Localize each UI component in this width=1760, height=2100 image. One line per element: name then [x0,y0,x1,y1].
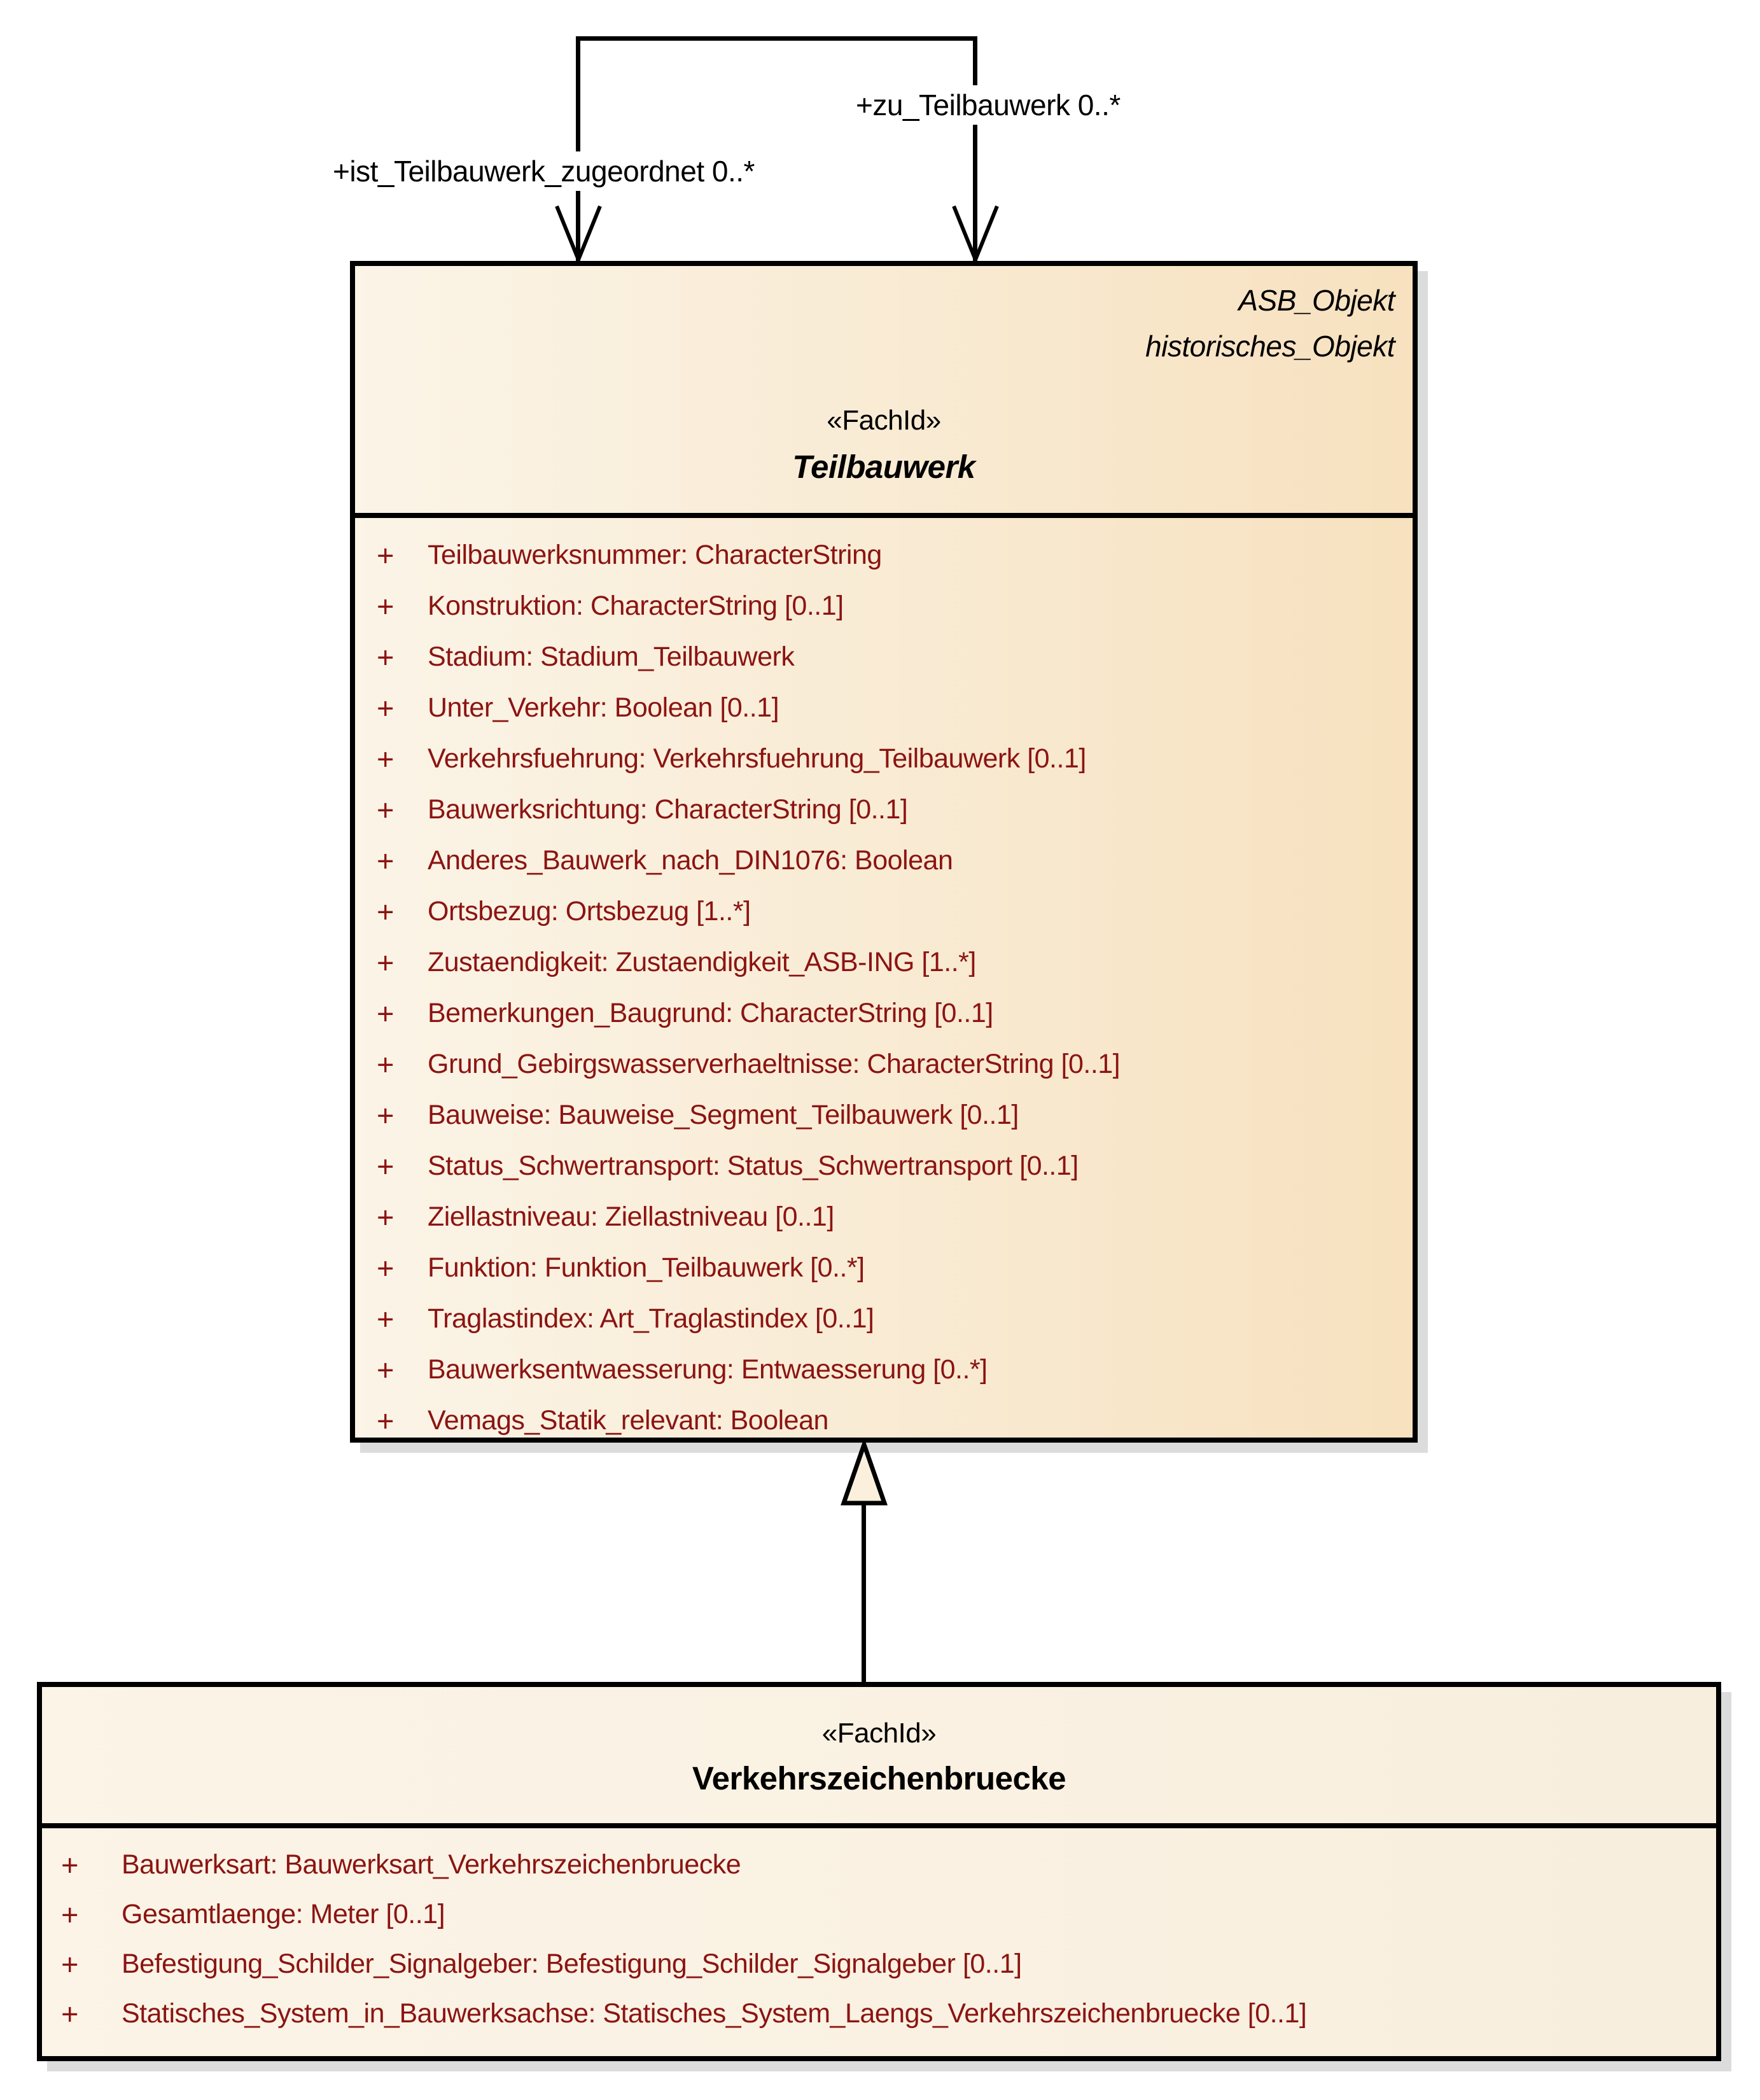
attribute-text: Teilbauwerksnummer: CharacterString [428,539,882,570]
attribute-row [355,937,1413,988]
attributes-compartment [355,529,1413,1446]
attribute-text: Grund_Gebirgswasserverhaeltnisse: CharacterString [0..1] [428,1048,1121,1079]
attribute-text: Traglastindex: Art_Traglastindex [0..1] [428,1303,874,1334]
association-role-label-ist-teilbauwerk-zugeordnet: +ist_Teilbauwerk_zugeordnet 0..* [328,151,760,191]
attribute-visibility: + [377,996,395,1030]
attribute-text: Befestigung_Schilder_Signalgeber: Befestigung_Schilder_Signalgeber [0..1] [122,1948,1022,1979]
attribute-visibility: + [377,894,395,928]
attribute-visibility: + [61,1947,79,1981]
attribute-visibility: + [377,1200,395,1234]
class-box-verkehrszeichenbruecke [37,1682,1721,2061]
attribute-text: Konstruktion: CharacterString [0..1] [428,590,844,621]
open-arrowhead-icon [554,204,603,262]
attribute-text: Bauweise: Bauweise_Segment_Teilbauwerk [0..1] [428,1099,1019,1130]
attribute-row [42,1939,1716,1989]
compartment-divider [355,513,1413,518]
attribute-row [355,784,1413,835]
attribute-row [355,529,1413,580]
attribute-text: Statisches_System_in_Bauwerksachse: Statisches_System_Laengs_Verkehrszeichenbruecke [0..1] [122,1998,1307,2029]
class-name-verkehrszeichenbruecke: Verkehrszeichenbruecke [692,1760,1066,1796]
attribute-text: Anderes_Bauwerk_nach_DIN1076: Boolean [428,844,953,876]
attribute-visibility: + [377,1403,395,1438]
attribute-text: Stadium: Stadium_Teilbauwerk [428,641,795,672]
attribute-text: Status_Schwertransport: Status_Schwertransport [0..1] [428,1150,1079,1181]
attribute-row [355,1039,1413,1089]
attribute-row [355,733,1413,784]
attribute-row [355,682,1413,733]
attribute-row [355,580,1413,631]
attribute-row [355,886,1413,937]
attribute-text: Bauwerksrichtung: CharacterString [0..1] [428,794,908,825]
attribute-row [355,1395,1413,1446]
compartment-divider [42,1823,1716,1828]
attribute-text: Ziellastniveau: Ziellastniveau [0..1] [428,1201,834,1232]
attribute-row [355,1140,1413,1191]
attribute-visibility: + [377,1352,395,1387]
attribute-visibility: + [377,640,395,674]
attribute-text: Zustaendigkeit: Zustaendigkeit_ASB-ING [1..*] [428,946,976,977]
class-stereotype: «FachId» [827,405,941,436]
attribute-visibility: + [377,538,395,572]
attribute-row [355,1242,1413,1293]
attribute-row [355,1191,1413,1242]
association-role-label-zu-teilbauwerk: +zu_Teilbauwerk 0..* [851,85,1126,125]
attribute-visibility: + [377,1149,395,1183]
class-stereotype: «FachId» [821,1718,937,1749]
open-arrowhead-icon [951,204,1000,262]
attribute-row [355,1089,1413,1140]
attribute-visibility: + [377,741,395,776]
attribute-row [355,631,1413,682]
attribute-row [42,1989,1716,2038]
attribute-text: Vemags_Statik_relevant: Boolean [428,1404,828,1436]
attribute-row [42,1889,1716,1939]
attribute-visibility: + [377,792,395,827]
attribute-visibility: + [61,1996,79,2031]
attribute-visibility: + [377,1301,395,1336]
class-box-teilbauwerk [350,261,1418,1443]
generalization-line [862,1502,866,1682]
class-annotation-historisches-objekt: historisches_Objekt [1145,330,1395,363]
attribute-visibility: + [377,589,395,623]
attribute-visibility: + [61,1897,79,1931]
attribute-row [355,835,1413,886]
attribute-visibility: + [377,1098,395,1132]
attribute-row [355,1344,1413,1395]
generalization-triangle-icon [841,1441,888,1506]
attribute-text: Ortsbezug: Ortsbezug [1..*] [428,895,751,927]
attributes-compartment [42,1840,1716,2038]
attribute-visibility: + [377,945,395,979]
attribute-text: Bauwerksart: Bauwerksart_Verkehrszeichenbruecke [122,1849,741,1880]
attribute-visibility: + [377,690,395,725]
attribute-row [42,1840,1716,1889]
attribute-visibility: + [377,1047,395,1081]
attribute-row [355,988,1413,1039]
attribute-row [355,1293,1413,1344]
attribute-text: Gesamtlaenge: Meter [0..1] [122,1898,445,1929]
class-annotation-asb-objekt: ASB_Objekt [1238,284,1395,317]
class-name-teilbauwerk: Teilbauwerk [792,449,975,485]
attribute-visibility: + [61,1847,79,1882]
attribute-text: Bauwerksentwaesserung: Entwaesserung [0..*] [428,1354,988,1385]
attribute-text: Funktion: Funktion_Teilbauwerk [0..*] [428,1252,865,1283]
attribute-text: Verkehrsfuehrung: Verkehrsfuehrung_Teilbauwerk [0..1] [428,743,1086,774]
attribute-visibility: + [377,1250,395,1285]
attribute-text: Unter_Verkehr: Boolean [0..1] [428,692,779,723]
attribute-visibility: + [377,843,395,878]
self-association-top-line [576,36,977,41]
attribute-text: Bemerkungen_Baugrund: CharacterString [0..1] [428,997,993,1028]
